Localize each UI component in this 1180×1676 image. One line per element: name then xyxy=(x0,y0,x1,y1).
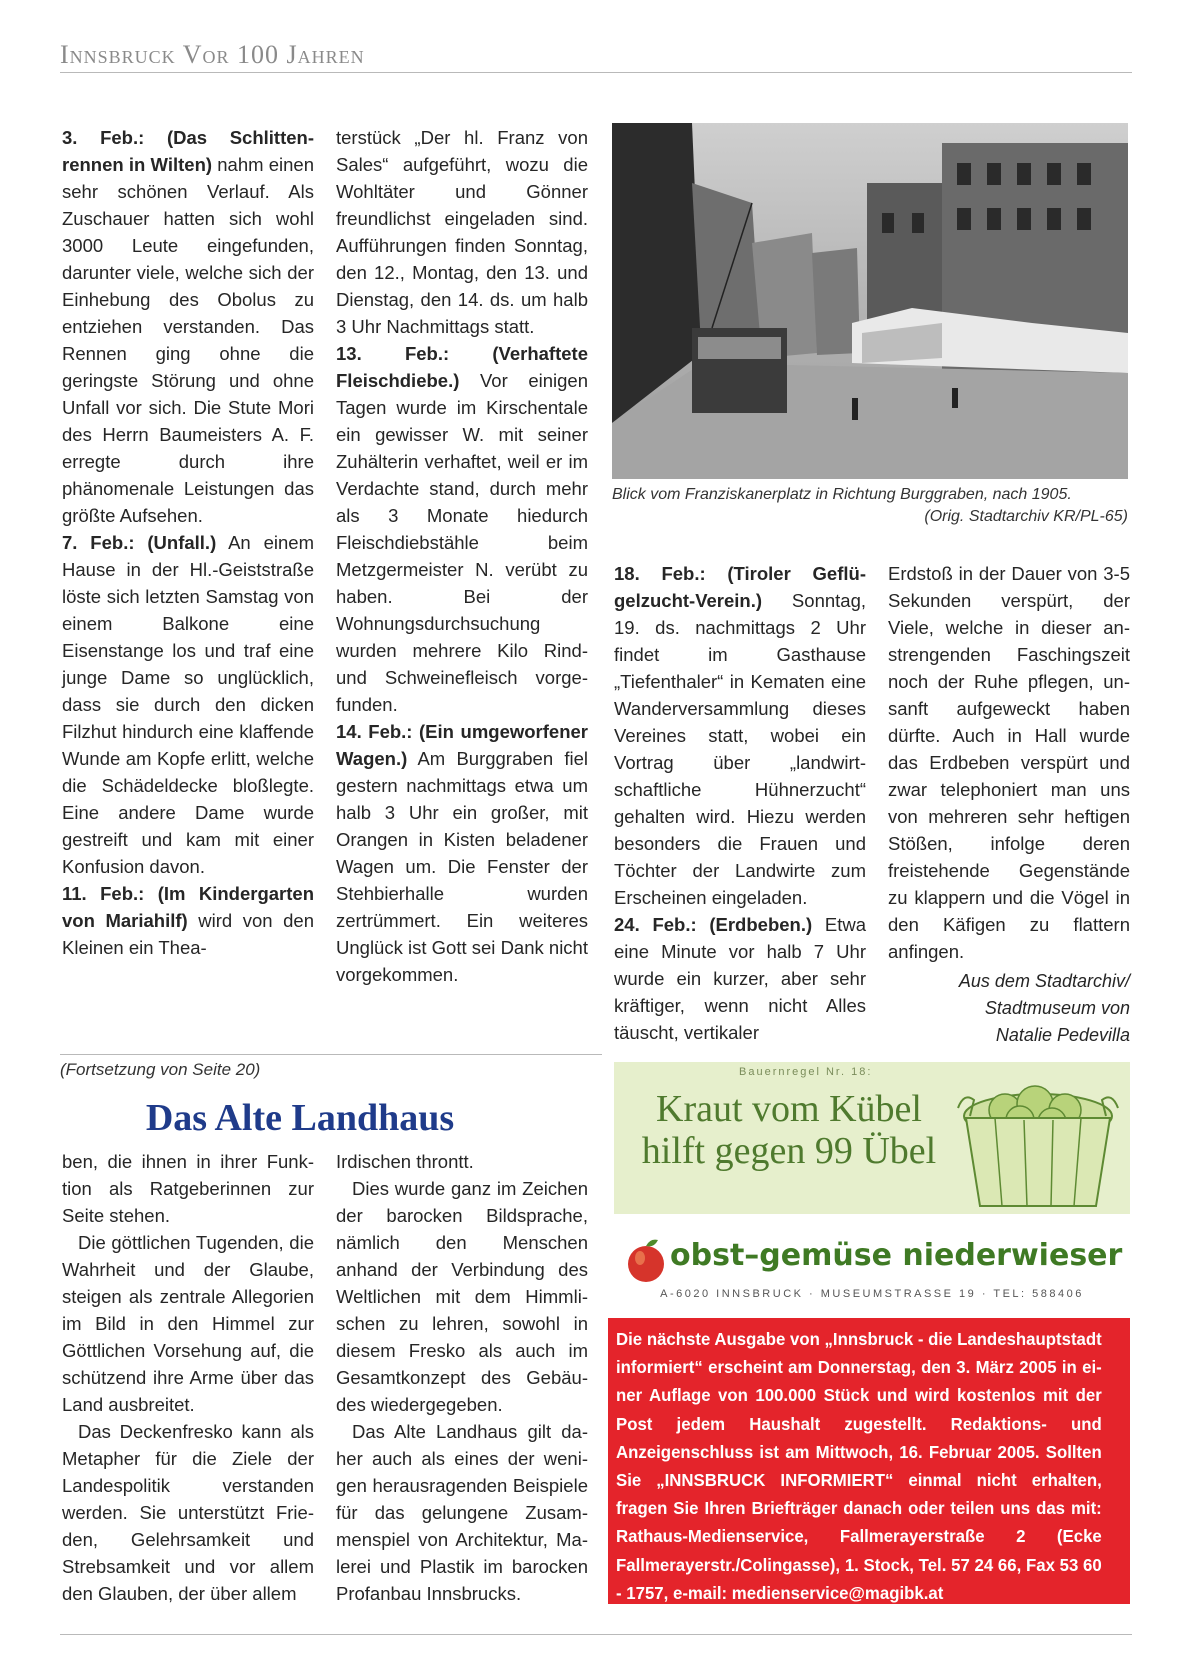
entry-18-feb xyxy=(614,560,866,911)
ad-slogan-line-1: Kraut vom Kübel xyxy=(656,1088,922,1130)
bottom-rule xyxy=(60,1634,1132,1635)
column-2 xyxy=(336,124,588,988)
ad-slogan xyxy=(624,1088,954,1172)
historic-photo xyxy=(612,123,1128,479)
article-title: Das Alte Landhaus xyxy=(145,1097,455,1139)
entry-body: Am Burggraben fiel gestern nachmittags etwa um halb 3 Uhr ein großer, mit Orangen in Kisten beladener Wagen um. Die Fenster der Stehbierhalle wurden zertrümmert. Ein weiteres Unglück ist Gott sei Dank nicht vorgekommen. xyxy=(336,748,588,985)
running-head: Innsbruck Vor 100 Jahren xyxy=(60,40,365,69)
landhaus-paragraph: Das Alte Landhaus gilt daher auch als eines der wenigen herausragenden Beispiele für das gelungene Zusammenspiel von Architektur, Malerei und Plastik im barocken Profanbau Innsbrucks. xyxy=(336,1421,588,1604)
landhaus-paragraph: Die göttlichen Tugenden, die Wahrheit und der Glaube, steigen als zentrale Allegorien im Bild in den Himmel zur Göttlichen Vorsehung auf, die schützend ihre Arme über das Land ausbreitet. xyxy=(62,1232,314,1415)
entry-heading: 7. Feb.: (Unfall.) xyxy=(62,532,217,553)
entry-3-feb xyxy=(62,124,314,529)
credit-line-2: Stadtmuseum von xyxy=(984,998,1130,1018)
entry-heading: 11. Feb.: (Im Kindergarten von Mariahilf) xyxy=(62,883,314,931)
entry-body: Vor einigen Tagen wurde im Kirschentale ein gewisser W. mit seiner Zuhälterin verhaftet, weil er im Verdachte stand, durch mehr als 3 Monate hiedurch Fleischdiebstähle beim Metzgermeister N. verübt zu haben. Bei der Wohnungsdurchsuchung wurden mehrere Kilo Rind- und Schweinefleisch vorgefunden. xyxy=(336,370,588,715)
landhaus-paragraph: Irdischen throntt. xyxy=(336,1151,474,1172)
notice-text: Die nächste Ausgabe von „Innsbruck - die Landeshauptstadt informiert“ erscheint am Donnerstag, den 3. März 2005 in einer Auflage von 100.000 Stück und wird kostenlos mit der Post jedem Haushalt zugestellt. Redaktions- und Anzeigenschluss ist am Mittwoch, 16. Februar 2005. Sollten Sie „INNSBRUCK INFORMIERT“ einmal nicht erhalten, fragen Sie Ihren Briefträger danach oder teilen uns das mit: Rathaus-Medienservice, Fallmerayerstraße 2 (Ecke Fallmerayerstr./Colingasse), 1. Stock, Tel. 57 24 66, Fax 53 60 - 1757, e-mail: medienservice@magibk.at xyxy=(616,1329,1102,1603)
entry-body: An einem Hause in der Hl.-Geiststraße löste sich letzten Samstag von einem Balkone eine Eisenstange los und traf eine junge Dame so unglücklich, dass sie durch den dicken Filzhut hindurch eine klaffende Wunde am Kopfe erlitt, welche die Schädeldecke bloßlegte. Eine andere Dame wurde gestreift und kam mit einer Konfusion davon. xyxy=(62,532,314,877)
photo-caption xyxy=(612,484,1128,528)
entry-13-feb xyxy=(336,340,588,718)
entry-body: Etwa eine Minute vor halb 7 Uhr wurde ein kurzer, aber sehr kräftiger, wenn nicht Alles täuscht, vertikaler xyxy=(614,914,866,1043)
shop-logo xyxy=(614,1236,1130,1286)
top-rule xyxy=(60,72,1132,73)
ad-tag: Bauernregel Nr. 18: xyxy=(739,1066,873,1078)
entry-14-feb xyxy=(336,718,588,988)
landhaus-paragraph: Dies wurde ganz im Zeichen der barocken Bildsprache, nämlich den Menschen anhand der Verbindung des Weltlichen mit dem Himmlischen zu lehren, sowohl in diesem Fresko als auch im Gesamtkonzept des Gebäudes wiedergegeben. xyxy=(336,1178,588,1415)
street-photo-illustration xyxy=(612,123,1128,479)
credit-line-3: Natalie Pedevilla xyxy=(995,1025,1130,1045)
advertisement-banner xyxy=(614,1062,1130,1214)
landhaus-paragraph: ben, die ihnen in ihrer Funktion als Ratgeberinnen zur Seite stehen. xyxy=(62,1151,314,1226)
credit-line-1: Aus dem Stadtarchiv/ xyxy=(958,971,1130,991)
entry-heading: 13. Feb.: (Verhaftete Fleischdiebe.) xyxy=(336,343,588,391)
apple-icon xyxy=(622,1236,670,1284)
landhaus-paragraph: Das Deckenfresko kann als Metapher für die Ziele der Landespolitik verstanden werden. Sie unterstützt Frieden, Gelehrsamkeit und Strebsamkeit und vor allem den Glauben, der über allem xyxy=(62,1421,314,1604)
entry-body: wird von den Kleinen ein Thea- xyxy=(62,910,314,958)
entry-heading: 3. Feb.: (Das Schlittenrennen in Wilten) xyxy=(62,127,314,175)
entry-body: Sonntag, 19. ds. nachmittags 2 Uhr findet im Gasthause „Tiefenthaler“ in Kematen eine Wanderversammlung dieses Vereines statt, wobei ein Vortrag über „landwirtschaftliche Hühnerzucht“ gehalten wird. Hiezu werden besonders die Frauen und Töchter der Landwirte zum Erscheinen eingeladen. xyxy=(614,590,866,908)
column-4 xyxy=(888,560,1130,965)
ad-slogan-line-2: hilft gegen 99 Übel xyxy=(641,1130,937,1172)
entry-body: nahm einen sehr schönen Verlauf. Als Zuschauer hatten sich wohl 3000 Leute eingefunden, darunter viele, welche sich der Einhebung des Obolus zu entziehen verstanden. Das Rennen ging ohne die geringste Störung und ohne Unfall vor sich. Die Stute Mori des Herrn Baumeisters A. F. erregte durch ihre phänomenale Leistungen das größte Aufsehen. xyxy=(62,154,314,526)
next-issue-notice xyxy=(608,1318,1130,1604)
entry-heading: 18. Feb.: (Tiroler Geflügelzucht-Verein.) xyxy=(614,563,866,611)
shop-address: A-6020 INNSBRUCK · MUSEUMSTRASSE 19 · TEL: 588406 xyxy=(660,1288,1084,1300)
caption-line-1: Blick vom Franziskanerplatz in Richtung Burggraben, nach 1905. xyxy=(612,486,1072,503)
shop-name: obst–gemüse niederwieser xyxy=(670,1238,1123,1273)
entry-24-feb xyxy=(614,911,866,1046)
entry-24-feb-cont: Erdstoß in der Dauer von 3-5 Sekunden verspürt, der Viele, welche in dieser anstrengenden Faschingszeit noch der Ruhe pflegen, unsanft aufgeweckt haben dürfte. Auch in Hall wurde das Erdbeben verspürt und zwar telephoniert man uns von mehreren sehr heftigen Stößen, infolge deren freistehende Gegenstände zu klappern und die Vögel in den Käfigen zu flattern anfingen. xyxy=(888,563,1130,962)
column-3 xyxy=(614,560,866,1046)
entry-11-feb xyxy=(62,880,314,961)
landhaus-column-right xyxy=(336,1148,588,1607)
entry-11-feb-cont: terstück „Der hl. Franz von Sales“ aufgeführt, wozu die Wohltäter und Gönner freundlichst eingeladen sind. Aufführungen finden Sonntag, den 12., Montag, den 13. und Dienstag, den 14. ds. um halb 3 Uhr Nachmittags statt. xyxy=(336,127,588,337)
cabbage-bucket-icon xyxy=(950,1068,1126,1212)
caption-line-2: (Orig. Stadtarchiv KR/PL-65) xyxy=(924,508,1128,525)
entry-7-feb xyxy=(62,529,314,880)
entry-heading: 24. Feb.: (Erdbeben.) xyxy=(614,914,813,935)
section-rule xyxy=(60,1054,602,1055)
column-1 xyxy=(62,124,314,961)
article-credit xyxy=(880,968,1130,1049)
landhaus-column-left xyxy=(62,1148,314,1607)
continued-note: (Fortsetzung von Seite 20) xyxy=(60,1060,261,1079)
entry-heading: 14. Feb.: (Ein umgeworfener Wagen.) xyxy=(336,721,588,769)
